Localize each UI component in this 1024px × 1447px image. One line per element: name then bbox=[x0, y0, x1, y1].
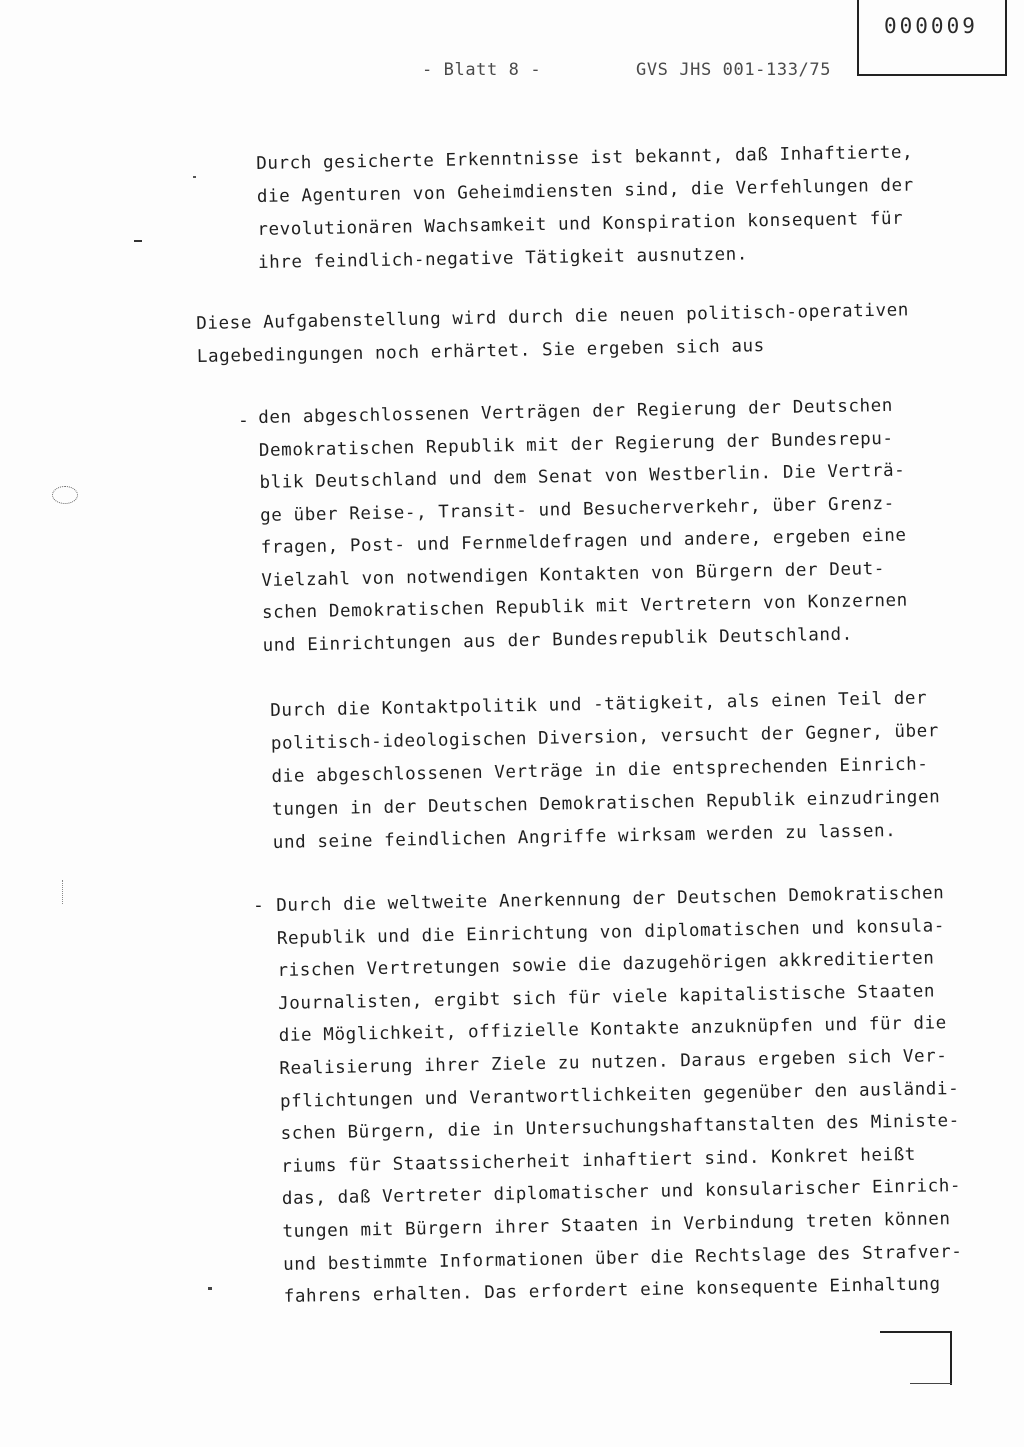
text-line: Diese Aufgabenstellung wird durch die neuen politisch-operativen bbox=[196, 300, 910, 334]
text-line: pflichtungen und Verantwortlichkeiten gegenüber den ausländi- bbox=[279, 1078, 960, 1112]
margin-speck bbox=[208, 1287, 212, 1290]
text-line: das, daß Vertreter diplomatischer und konsularischer Einrich- bbox=[281, 1176, 962, 1210]
archive-number: 000009 bbox=[884, 14, 978, 38]
text-line: schen Bürgern, die in Untersuchungshaftanstalten des Ministe- bbox=[280, 1111, 961, 1145]
text-line: Demokratischen Republik mit der Regierung der Bundesrepu- bbox=[258, 428, 894, 461]
paragraph bbox=[270, 682, 941, 860]
paragraph bbox=[256, 137, 915, 280]
margin-dots bbox=[62, 880, 77, 904]
text-line: Lagebedingungen noch erhärtet. Sie ergeben sich aus bbox=[196, 336, 765, 367]
text-line: und Einrichtungen aus der Bundesrepublik Deutschland. bbox=[262, 624, 853, 656]
margin-dash-mark bbox=[134, 240, 142, 242]
text-line: riums für Staatssicherheit inhaftiert sind. Konkret heißt bbox=[281, 1144, 917, 1177]
text-line: schen Demokratischen Republik mit Vertretern von Konzernen bbox=[261, 590, 909, 623]
text-line: Republik und die Einrichtung von diplomatischen und konsula- bbox=[276, 915, 946, 949]
text-line: die abgeschlossenen Verträge in die entsprechenden Einrich- bbox=[271, 754, 929, 787]
bullet-paragraph bbox=[258, 390, 909, 662]
reference-number: GVS JHS 001-133/75 bbox=[636, 60, 832, 80]
text-line: tungen in der Deutschen Demokratischen Republik einzudringen bbox=[272, 787, 941, 820]
text-line: den abgeschlossenen Verträgen der Regierung der Deutschen bbox=[258, 395, 894, 428]
text-line: ihre feindlich-negative Tätigkeit ausnutzen. bbox=[257, 244, 749, 273]
margin-speck bbox=[193, 176, 196, 178]
text-line: tungen mit Bürgern ihrer Staaten in Verbindung treten können bbox=[282, 1209, 951, 1242]
bullet-dash: - bbox=[238, 410, 250, 431]
text-line: und seine feindlichen Angriffe wirksam werden zu lassen. bbox=[272, 821, 897, 853]
sheet-number: - Blatt 8 - bbox=[422, 60, 542, 80]
text-line: blik Deutschland und dem Senat von Westberlin. Die Verträ- bbox=[259, 460, 906, 493]
archive-stamp-box bbox=[857, 0, 1007, 76]
text-line: Vielzahl von notwendigen Kontakten von Bürgern der Deut- bbox=[261, 558, 886, 591]
text-line: revolutionären Wachsamkeit und Konspiration konsequent für bbox=[257, 208, 904, 240]
text-line: Durch die Kontaktpolitik und -tätigkeit, als einen Teil der bbox=[270, 688, 928, 721]
text-line: ge über Reise-, Transit- und Besucherverkehr, über Grenz- bbox=[259, 493, 896, 526]
text-line: Realisierung ihrer Ziele zu nutzen. Daraus ergeben sich Ver- bbox=[279, 1046, 948, 1079]
text-line: Journalisten, ergibt sich für viele kapitalistische Staaten bbox=[277, 981, 936, 1014]
page-corner-mark bbox=[880, 1331, 952, 1385]
margin-punch-mark bbox=[52, 486, 78, 504]
text-line: rischen Vertretungen sowie die dazugehörigen akkreditierten bbox=[277, 948, 935, 982]
bullet-paragraph bbox=[276, 877, 963, 1314]
text-line: Durch die weltweite Anerkennung der Deutschen Demokratischen bbox=[276, 883, 945, 916]
text-line: die Agenturen von Geheimdiensten sind, die Verfehlungen der bbox=[256, 175, 914, 207]
text-line: fragen, Post- und Fernmeldefragen und andere, ergeben eine bbox=[260, 525, 907, 558]
text-line: Durch gesicherte Erkenntnisse ist bekannt, daß Inhaftierte, bbox=[256, 142, 914, 174]
text-line: politisch-ideologischen Diversion, versucht der Gegner, über bbox=[270, 721, 940, 754]
text-line: und bestimmte Informationen über die Rechtslage des Strafver- bbox=[282, 1241, 963, 1275]
text-line: fahrens erhalten. Das erfordert eine konsequente Einhaltung bbox=[283, 1274, 941, 1308]
paragraph bbox=[196, 294, 910, 374]
text-line: die Möglichkeit, offizielle Kontakte anzuknüpfen und für die bbox=[278, 1013, 948, 1047]
bullet-dash: - bbox=[253, 895, 265, 916]
